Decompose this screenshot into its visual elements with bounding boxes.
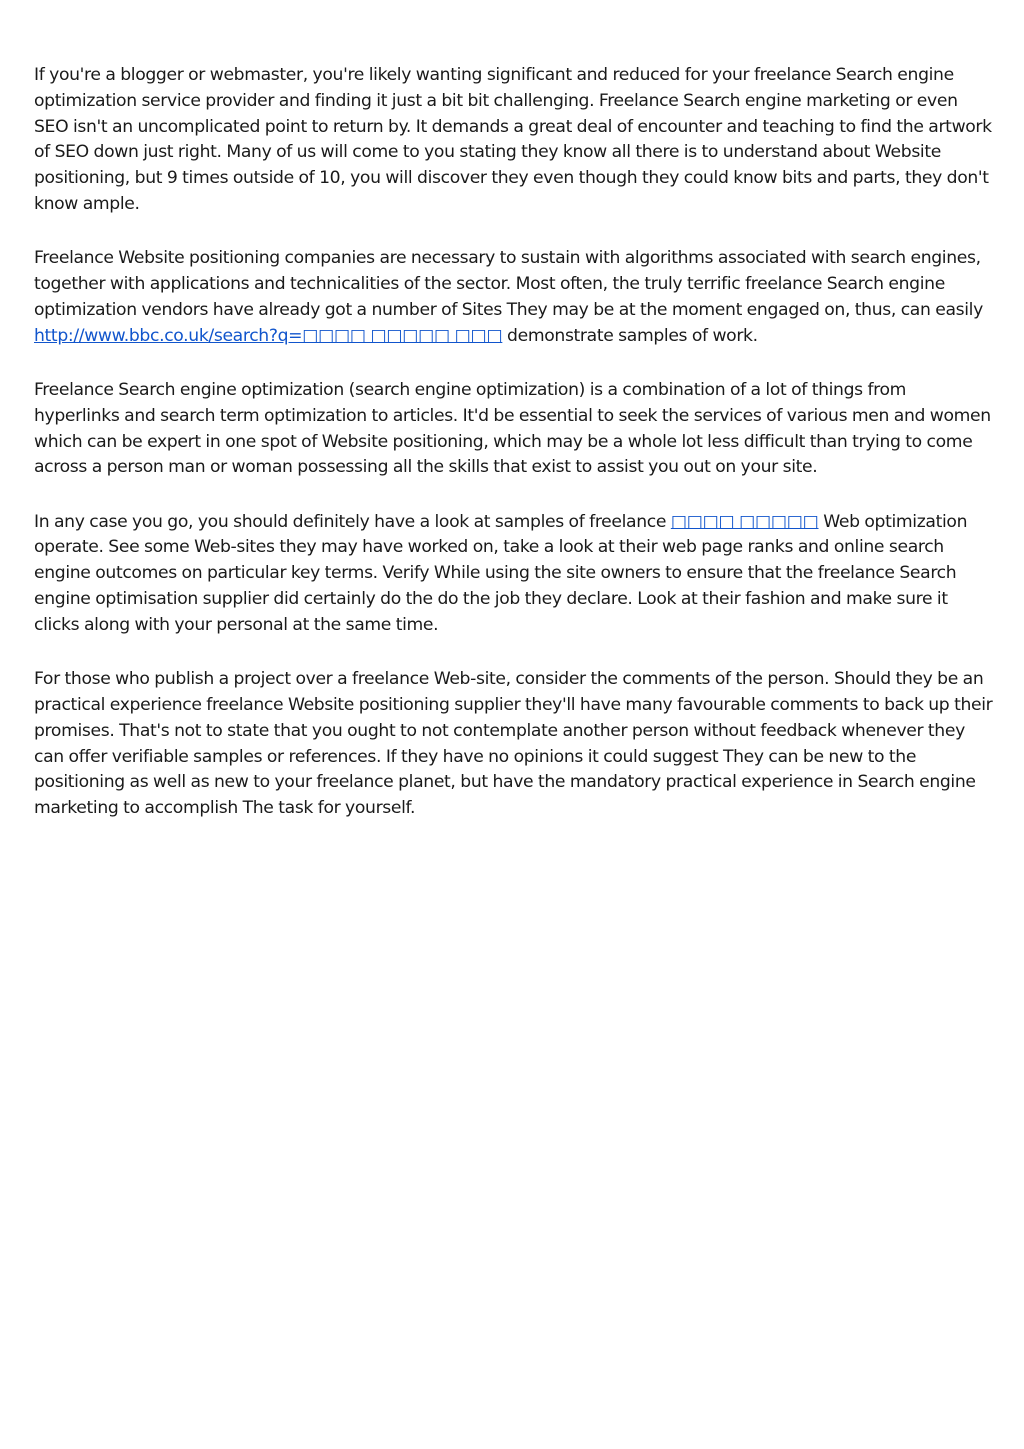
paragraph-1 — [34, 63, 994, 218]
paragraph-text: Web optimization operate. See some Web-sites they may have worked on, take a look at their web page ranks and online search engine outcomes on particular key terms. Verify While using the site owners to ensure that the freelance Search engine optimisation supplier did certainly do the do the job they declare. Look at their fashion and make sure it clicks along with your personal at the same time. — [34, 511, 968, 635]
paragraph-4 — [34, 510, 994, 639]
paragraph-3 — [34, 378, 994, 481]
paragraph-text: In any case you go, you should definitely have a look at samples of freelance — [34, 511, 671, 532]
paragraph-text: Freelance Search engine optimization (search engine optimization) is a combination of a lot of things from hyperlinks and search term optimization to articles. It'd be essential to seek the services of various men and women which can be expert in one spot of Website positioning, which may be a whole lot less difficult than trying to come across a person man or woman possessing all the skills that exist to assist you out on your site. — [34, 379, 991, 478]
paragraph-text: For those who publish a project over a freelance Web-site, consider the comments of the person. Should they be an practical experience freelance Website positioning supplier they'll have many favourable comments to back up their promises. That's not to state that you ought to not contemplate another person without feedback whenever they can offer verifiable samples or references. If they have no opinions it could suggest They can be new to the positioning as well as new to your freelance planet, but have the mandatory practical experience in Search engine marketing to accomplish The task for yourself. — [34, 669, 993, 819]
paragraph-text: If you're a blogger or webmaster, you're likely wanting significant and reduced for your freelance Search engine optimization service provider and finding it just a bit bit challenging. Freelance Search engine marketing or even SEO isn't an uncomplicated point to return by. It demands a great deal of encounter and teaching to find the artwork of SEO down just right. Many of us will come to you stating they know all there is to understand about Website positioning, but 9 times outside of 10, you will discover they even though they could know bits and parts, they don't know ample. — [34, 65, 992, 214]
paragraph-5 — [34, 667, 994, 822]
bbc-search-link[interactable]: http://www.bbc.co.uk/search?q=□□□□ □□□□□ □□□ — [34, 325, 503, 346]
paragraph-2 — [34, 246, 994, 349]
document-body — [34, 63, 994, 850]
inline-keyword-link[interactable]: □□□□ □□□□□ — [670, 511, 819, 532]
paragraph-text: demonstrate samples of work. — [502, 325, 758, 346]
paragraph-text: Freelance Website positioning companies are necessary to sustain with algorithms associated with search engines, together with applications and technicalities of the sector. Most often, the truly terrific freelance Search engine optimization vendors have already got a number of Sites They may be at the moment engaged on, thus, can easily — [34, 248, 983, 320]
